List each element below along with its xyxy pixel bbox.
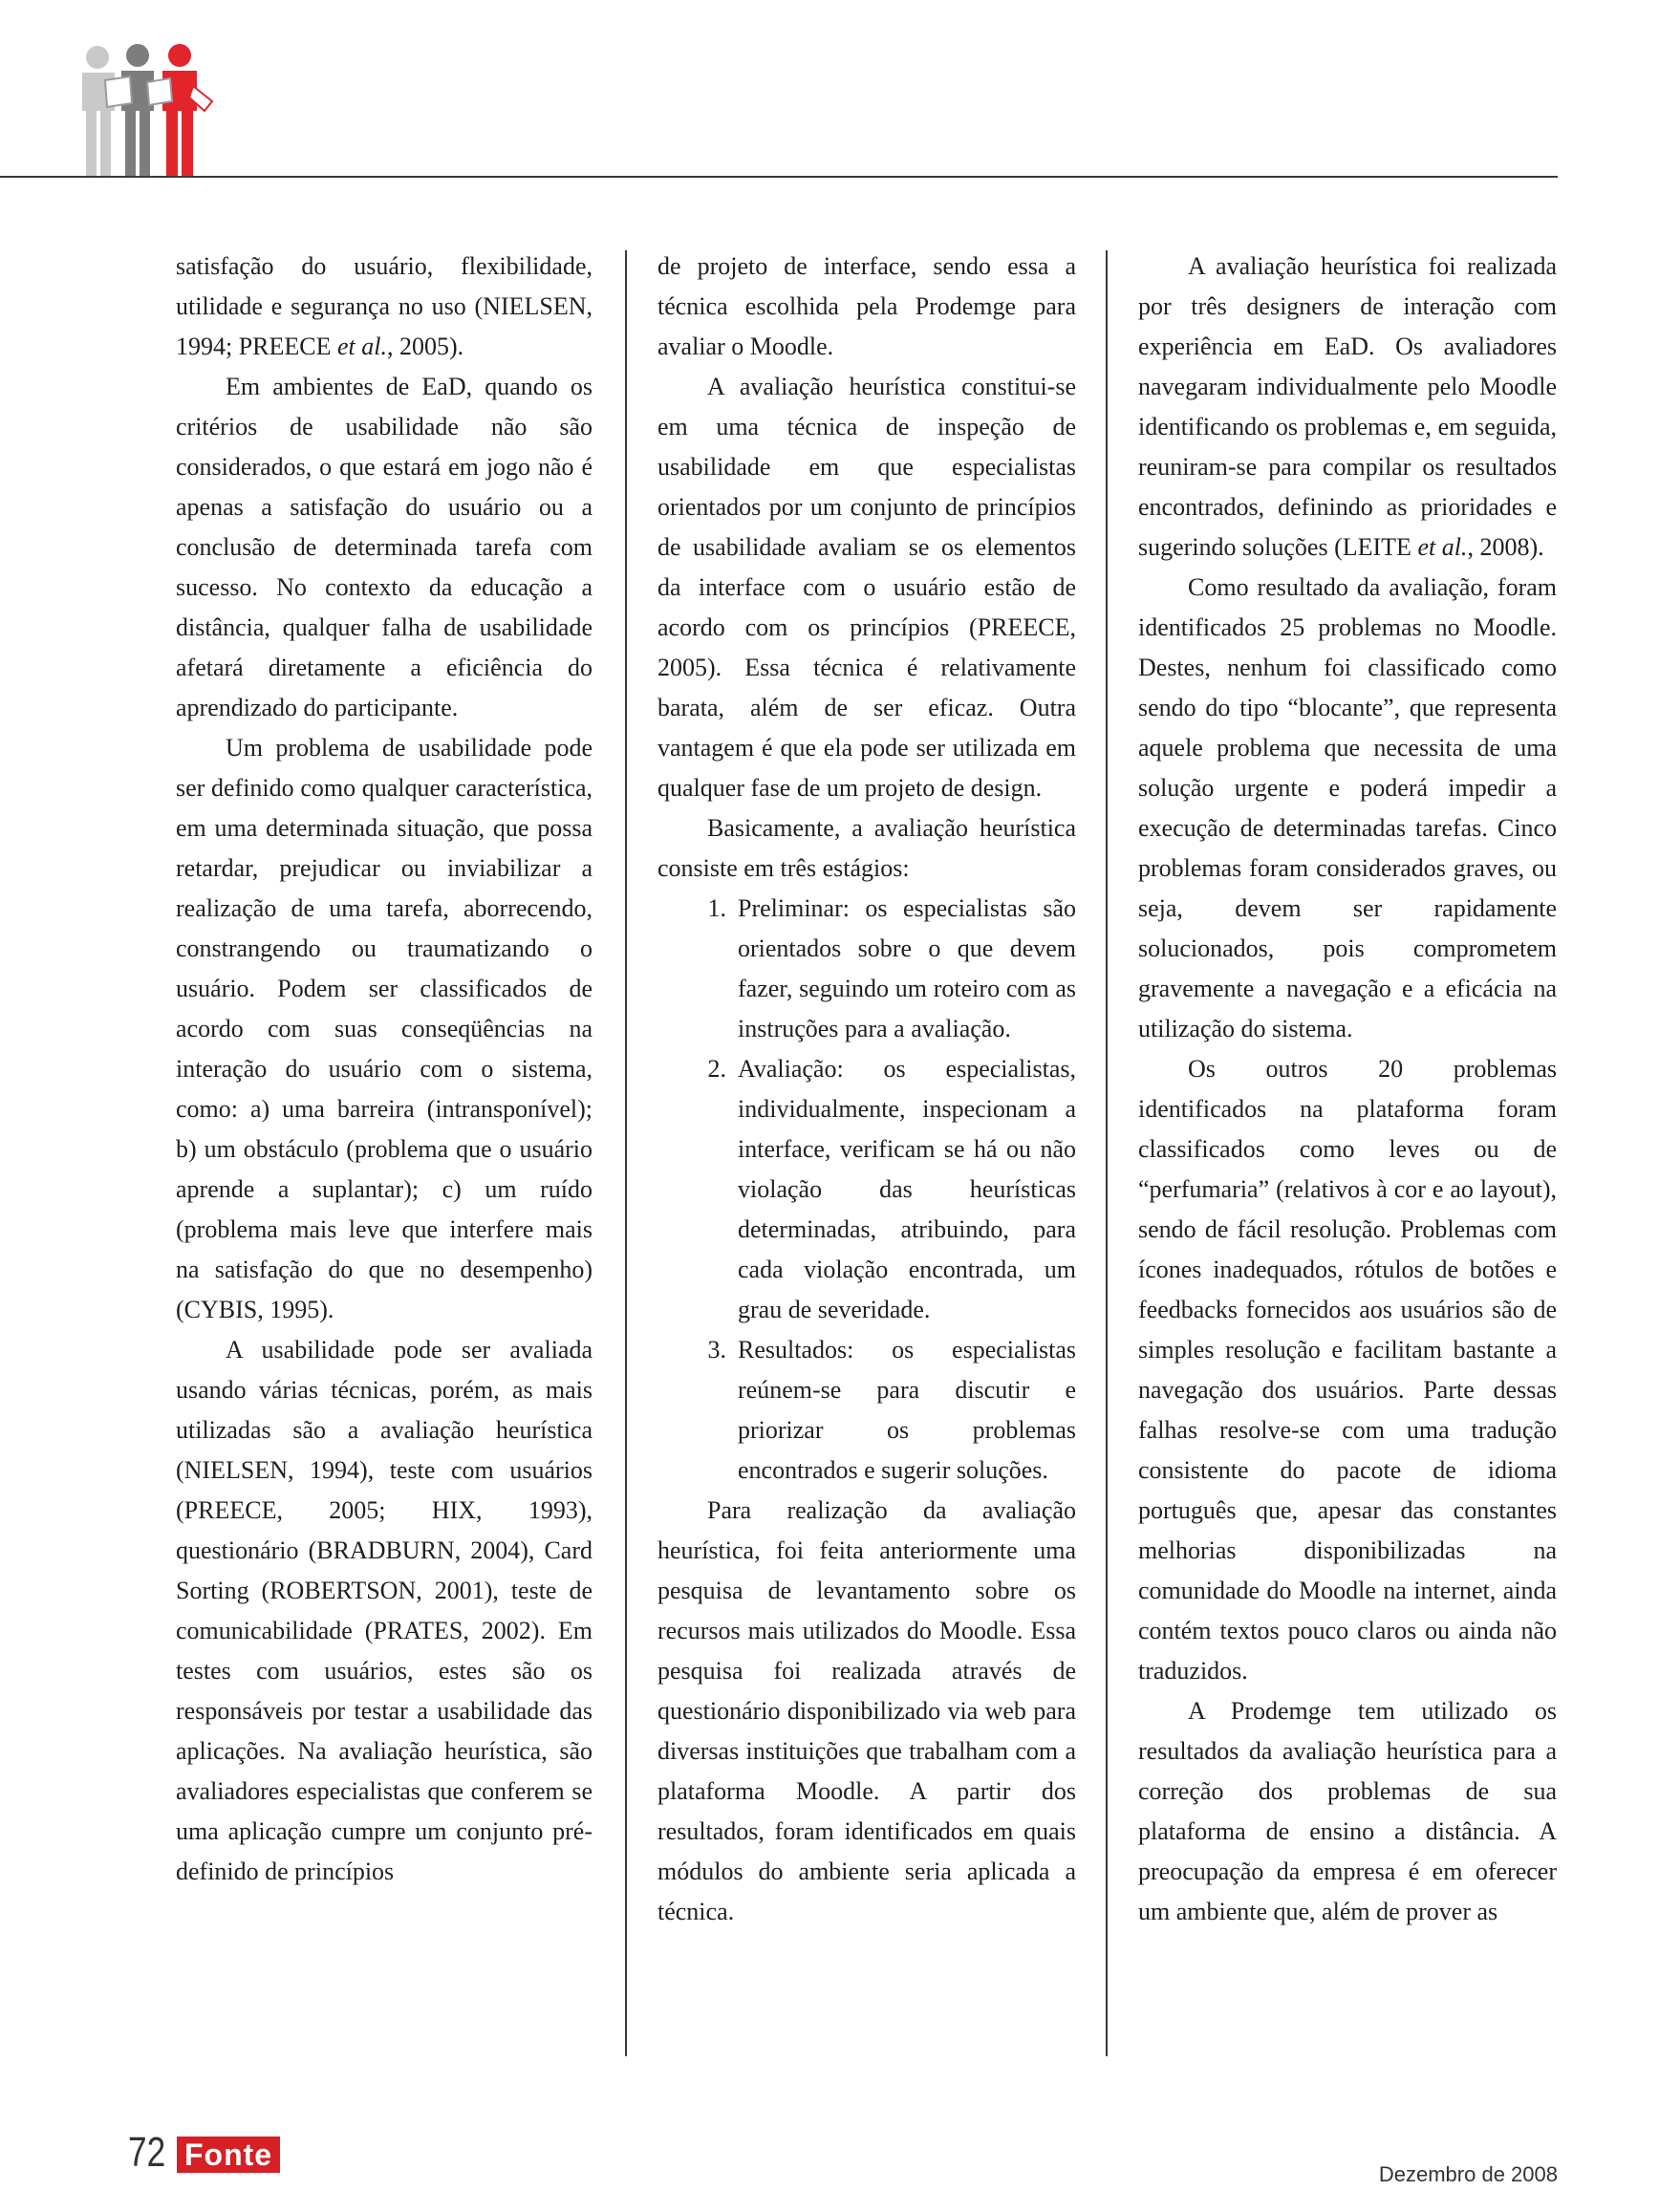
paragraph: Para realização da avaliação heurística, foi feita anteriormente uma pesquisa de levantamento sobre os recursos mais utilizados do Moodle. Essa pesquisa foi realizada através de questionário disponibilizado via web para diversas instituições que trabalham com a plataforma Moodle. A partir dos resultados, foram identificados em quais módulos do ambiente seria aplicada a técnica. [657,1496,1076,1925]
paragraph: A Prodemge tem utilizado os resultados da avaliação heurística para a correção dos problemas de sua plataforma de ensino a distância. A preocupação da empresa é em oferecer um ambiente que, além de prover as [1138,1697,1557,1925]
paragraph: Um problema de usabilidade pode ser definido como qualquer característica, em uma determinada situação, que possa retardar, prejudicar ou inviabilizar a realização de uma tarefa, aborrecendo, constrangendo ou traumatizando o usuário. Podem ser classificados de acordo com suas conseqüências na interação do usuário com o sistema, como: a) uma barreira (intransponível); b) um obstáculo (problema que o usuário aprende a suplantar); c) um ruído (problema mais leve que interfere mais na satisfação do que no desempenho) (CYBIS, 1995). [176,734,592,1323]
column-divider [1106,250,1108,2056]
magazine-brand: Fonte [177,2137,280,2173]
issue-date: Dezembro de 2008 [1378,2162,1558,2186]
list-item: 2. Avaliação: os especialistas, individualmente, inspecionam a interface, verificam se há ou não violação das heurísticas determinadas, atribuindo, para cada violação encontrada, um grau de severidade. [707,1055,1076,1323]
column-divider [625,250,627,2056]
paragraph: satisfação do usuário, flexibilidade, utilidade e segurança no uso (NIELSEN, 1994; PREECE et al., 2005). [176,252,592,360]
article-column-3 [1138,247,1557,1932]
paragraph: A usabilidade pode ser avaliada usando várias técnicas, porém, as mais utilizadas são a avaliação heurística (NIELSEN, 1994), teste com usuários (PREECE, 2005; HIX, 1993), questionário (BRADBURN, 2004), Card Sorting (ROBERTSON, 2001), teste de comunicabilidade (PRATES, 2002). Em testes com usuários, estes são os responsáveis por testar a usabilidade das aplicações. Na avaliação heurística, são avaliadores especialistas que conferem se uma aplicação cumpre um conjunto pré-definido de princípios [176,1336,592,1885]
article-column-1 [176,247,592,1892]
paragraph: Basicamente, a avaliação heurística consiste em três estágios: [657,814,1076,882]
paragraph: Como resultado da avaliação, foram identificados 25 problemas no Moodle. Destes, nenhum foi classificado como sendo do tipo “blocante”, que representa aquele problema que necessita de uma solução urgente e poderá impedir a execução de determinadas tarefas. Cinco problemas foram considerados graves, ou seja, devem ser rapidamente solucionados, pois comprometem gravemente a navegação e a eficácia na utilização do sistema. [1138,573,1557,1042]
list-item: 3. Resultados: os especialistas reúnem-se para discutir e priorizar os problemas encontrados e sugerir soluções. [707,1336,1076,1484]
stages-list [657,889,1076,1491]
people-figures-logo-icon [78,42,218,178]
paragraph: A avaliação heurística constitui-se em uma técnica de inspeção de usabilidade em que especialistas orientados por um conjunto de princípios de usabilidade avaliam se os elementos da interface com o usuário estão de acordo com os princípios (PREECE, 2005). Essa técnica é relativamente barata, além de ser eficaz. Outra vantagem é que ela pode ser utilizada em qualquer fase de um projeto de design. [657,373,1076,802]
page-number: 72 [128,2129,166,2176]
paragraph: A avaliação heurística foi realizada por três designers de interação com experiência em EaD. Os avaliadores navegaram individualmente pelo Moodle identificando os problemas e, em seguida, reuniram-se para compilar os resultados encontrados, definindo as prioridades e sugerindo soluções (LEITE et al., 2008). [1138,252,1557,561]
article-column-2 [657,247,1076,1932]
paragraph: de projeto de interface, sendo essa a técnica escolhida pela Prodemge para avaliar o Moodle. [657,252,1076,360]
header-rule [0,176,1558,178]
paragraph: Em ambientes de EaD, quando os critérios de usabilidade não são considerados, o que estará em jogo não é apenas a satisfação do usuário ou a conclusão de determinada tarefa com sucesso. No contexto da educação a distância, qualquer falha de usabilidade afetará diretamente a eficiência do aprendizado do participante. [176,373,592,721]
list-item: 1. Preliminar: os especialistas são orientados sobre o que devem fazer, seguindo um roteiro com as instruções para a avaliação. [707,894,1076,1042]
paragraph: Os outros 20 problemas identificados na plataforma foram classificados como leves ou de “perfumaria” (relativos à cor e ao layout), sendo de fácil resolução. Problemas com ícones inadequados, rótulos de botões e feedbacks fornecidos aos usuários são de simples resolução e facilitam bastante a navegação dos usuários. Parte dessas falhas resolve-se com uma tradução consistente do pacote de idioma português que, apesar das constantes melhorias disponibilizadas na comunidade do Moodle na internet, ainda contém textos pouco claros ou ainda não traduzidos. [1138,1055,1557,1685]
